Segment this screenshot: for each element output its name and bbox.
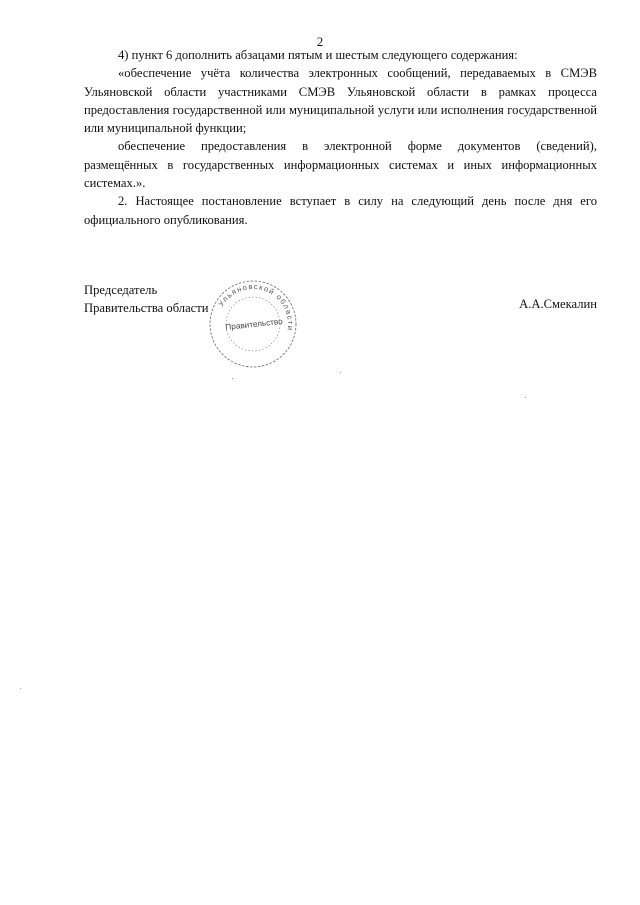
signature-block: [84, 281, 597, 391]
paragraph-abzac-6: обеспечение предоставления в электронной форме документов (сведений), размещённых в государственных информационных системах и иных информационных системах.».: [84, 139, 597, 191]
official-seal-stamp: [207, 278, 299, 370]
signatory-title-line-1: Председатель: [84, 283, 158, 297]
scan-speck: [20, 688, 21, 689]
signatory-title: [84, 281, 209, 317]
paragraph-item-4: 4) пункт 6 дополнить абзацами пятым и шестым следующего содержания:: [118, 48, 518, 62]
seal-outer-text: Ульяновской области: [216, 281, 296, 332]
scan-speck: [525, 397, 526, 398]
signatory-name: А.А.Смекалин: [519, 297, 597, 311]
signatory-title-line-2: Правительства области: [84, 301, 209, 315]
paragraph-clause-2: 2. Настоящее постановление вступает в силу на следующий день после дня его официального опубликования.: [84, 194, 597, 227]
document-body: [84, 46, 597, 229]
seal-icon: [207, 278, 299, 370]
page-number: 2: [316, 34, 324, 49]
scan-speck: [232, 378, 233, 379]
paragraph-abzac-5: «обеспечение учёта количества электронных сообщений, передаваемых в СМЭВ Ульяновской области участниками СМЭВ Ульяновской области в рамках процесса предоставления государственной или муниципальной услуги или исполнения государственной или муниципальной функции;: [84, 66, 597, 136]
seal-center-text: Правительство: [224, 316, 284, 332]
scan-speck: [340, 372, 341, 373]
